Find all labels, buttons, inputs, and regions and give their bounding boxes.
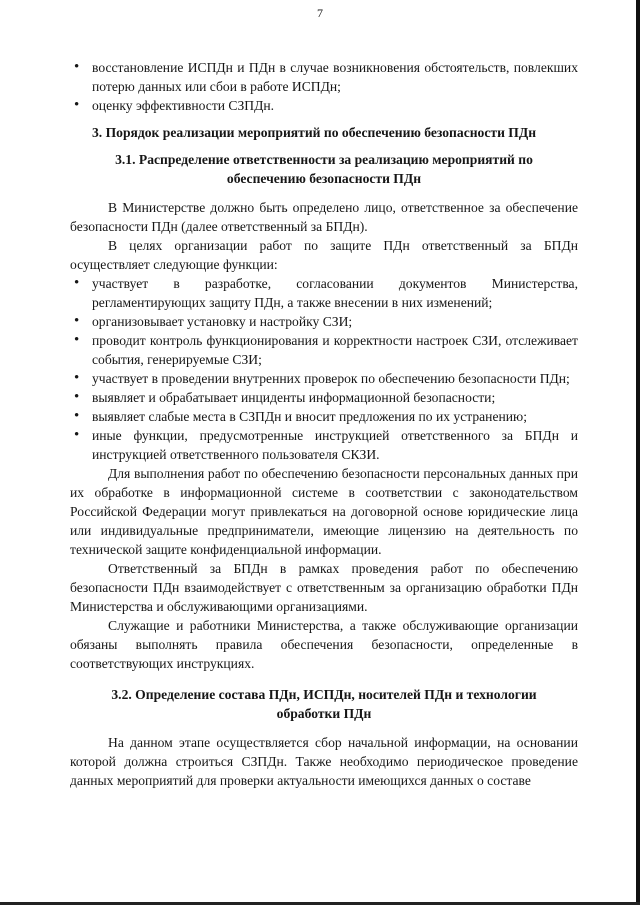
paragraph: Ответственный за БПДн в рамках проведения работ по обеспечению безопасности ПДн взаимодействует с ответственным за организацию обработки ПДн Министерства и обслуживающими организациями. xyxy=(70,561,578,614)
list-item: • оценку эффективности СЗПДн. xyxy=(70,96,578,115)
paragraph: На данном этапе осуществляется сбор начальной информации, на основании которой должна строиться СЗПДн. Также необходимо периодическое проведение данных мероприятий для проверки актуальности имеющихся данных о составе xyxy=(70,735,578,788)
top-bullet-list xyxy=(70,58,578,115)
list-item: • выявляет и обрабатывает инциденты информационной безопасности; xyxy=(70,388,578,407)
document-body xyxy=(70,58,578,790)
list-item: • проводит контроль функционирования и корректности настроек СЗИ, отслеживает события, генерируемые СЗИ; xyxy=(70,331,578,369)
subsection-3-1-heading: 3.1. Распределение ответственности за реализацию мероприятий по обеспечению безопасности ПДн xyxy=(115,152,533,186)
list-item: • участвует в разработке, согласовании документов Министерства, регламентирующих защиту ПДн, а также внесении в них изменений; xyxy=(70,274,578,312)
functions-list xyxy=(70,274,578,464)
subsection-3-2-heading: 3.2. Определение состава ПДн, ИСПДн, носителей ПДн и технологии обработки ПДн xyxy=(111,687,537,721)
scan-edge-right xyxy=(636,0,640,905)
paragraph: Для выполнения работ по обеспечению безопасности персональных данных при их обработке в информационной системе в соответствии с законодательством Российской Федерации могут привлекаться на договорной основе юридические лица или индивидуальные предприниматели, имеющие лицензию на деятельность по технической защите конфиденциальной информации. xyxy=(70,466,578,557)
paragraph: Служащие и работники Министерства, а также обслуживающие организации обязаны выполнять правила обеспечения безопасности, определенные в соответствующих инструкциях. xyxy=(70,618,578,671)
paragraph: В Министерстве должно быть определено лицо, ответственное за обеспечение безопасности ПДн (далее ответственный за БПДн). xyxy=(70,200,578,234)
list-item: • участвует в проведении внутренних проверок по обеспечению безопасности ПДн; xyxy=(70,369,578,388)
paragraph: В целях организации работ по защите ПДн ответственный за БПДн осуществляет следующие функции: xyxy=(70,238,578,272)
list-item: • выявляет слабые места в СЗПДн и вносит предложения по их устранению; xyxy=(70,407,578,426)
list-item: • организовывает установку и настройку СЗИ; xyxy=(70,312,578,331)
section-3-heading: 3. Порядок реализации мероприятий по обеспечению безопасности ПДн xyxy=(92,125,537,140)
page-number: 7 xyxy=(317,6,323,20)
list-item: • восстановление ИСПДн и ПДн в случае возникновения обстоятельств, повлекших потерю данных или сбои в работе ИСПДн; xyxy=(70,58,578,96)
list-item: • иные функции, предусмотренные инструкцией ответственного за БПДн и инструкцией ответственного пользователя СКЗИ. xyxy=(70,426,578,464)
